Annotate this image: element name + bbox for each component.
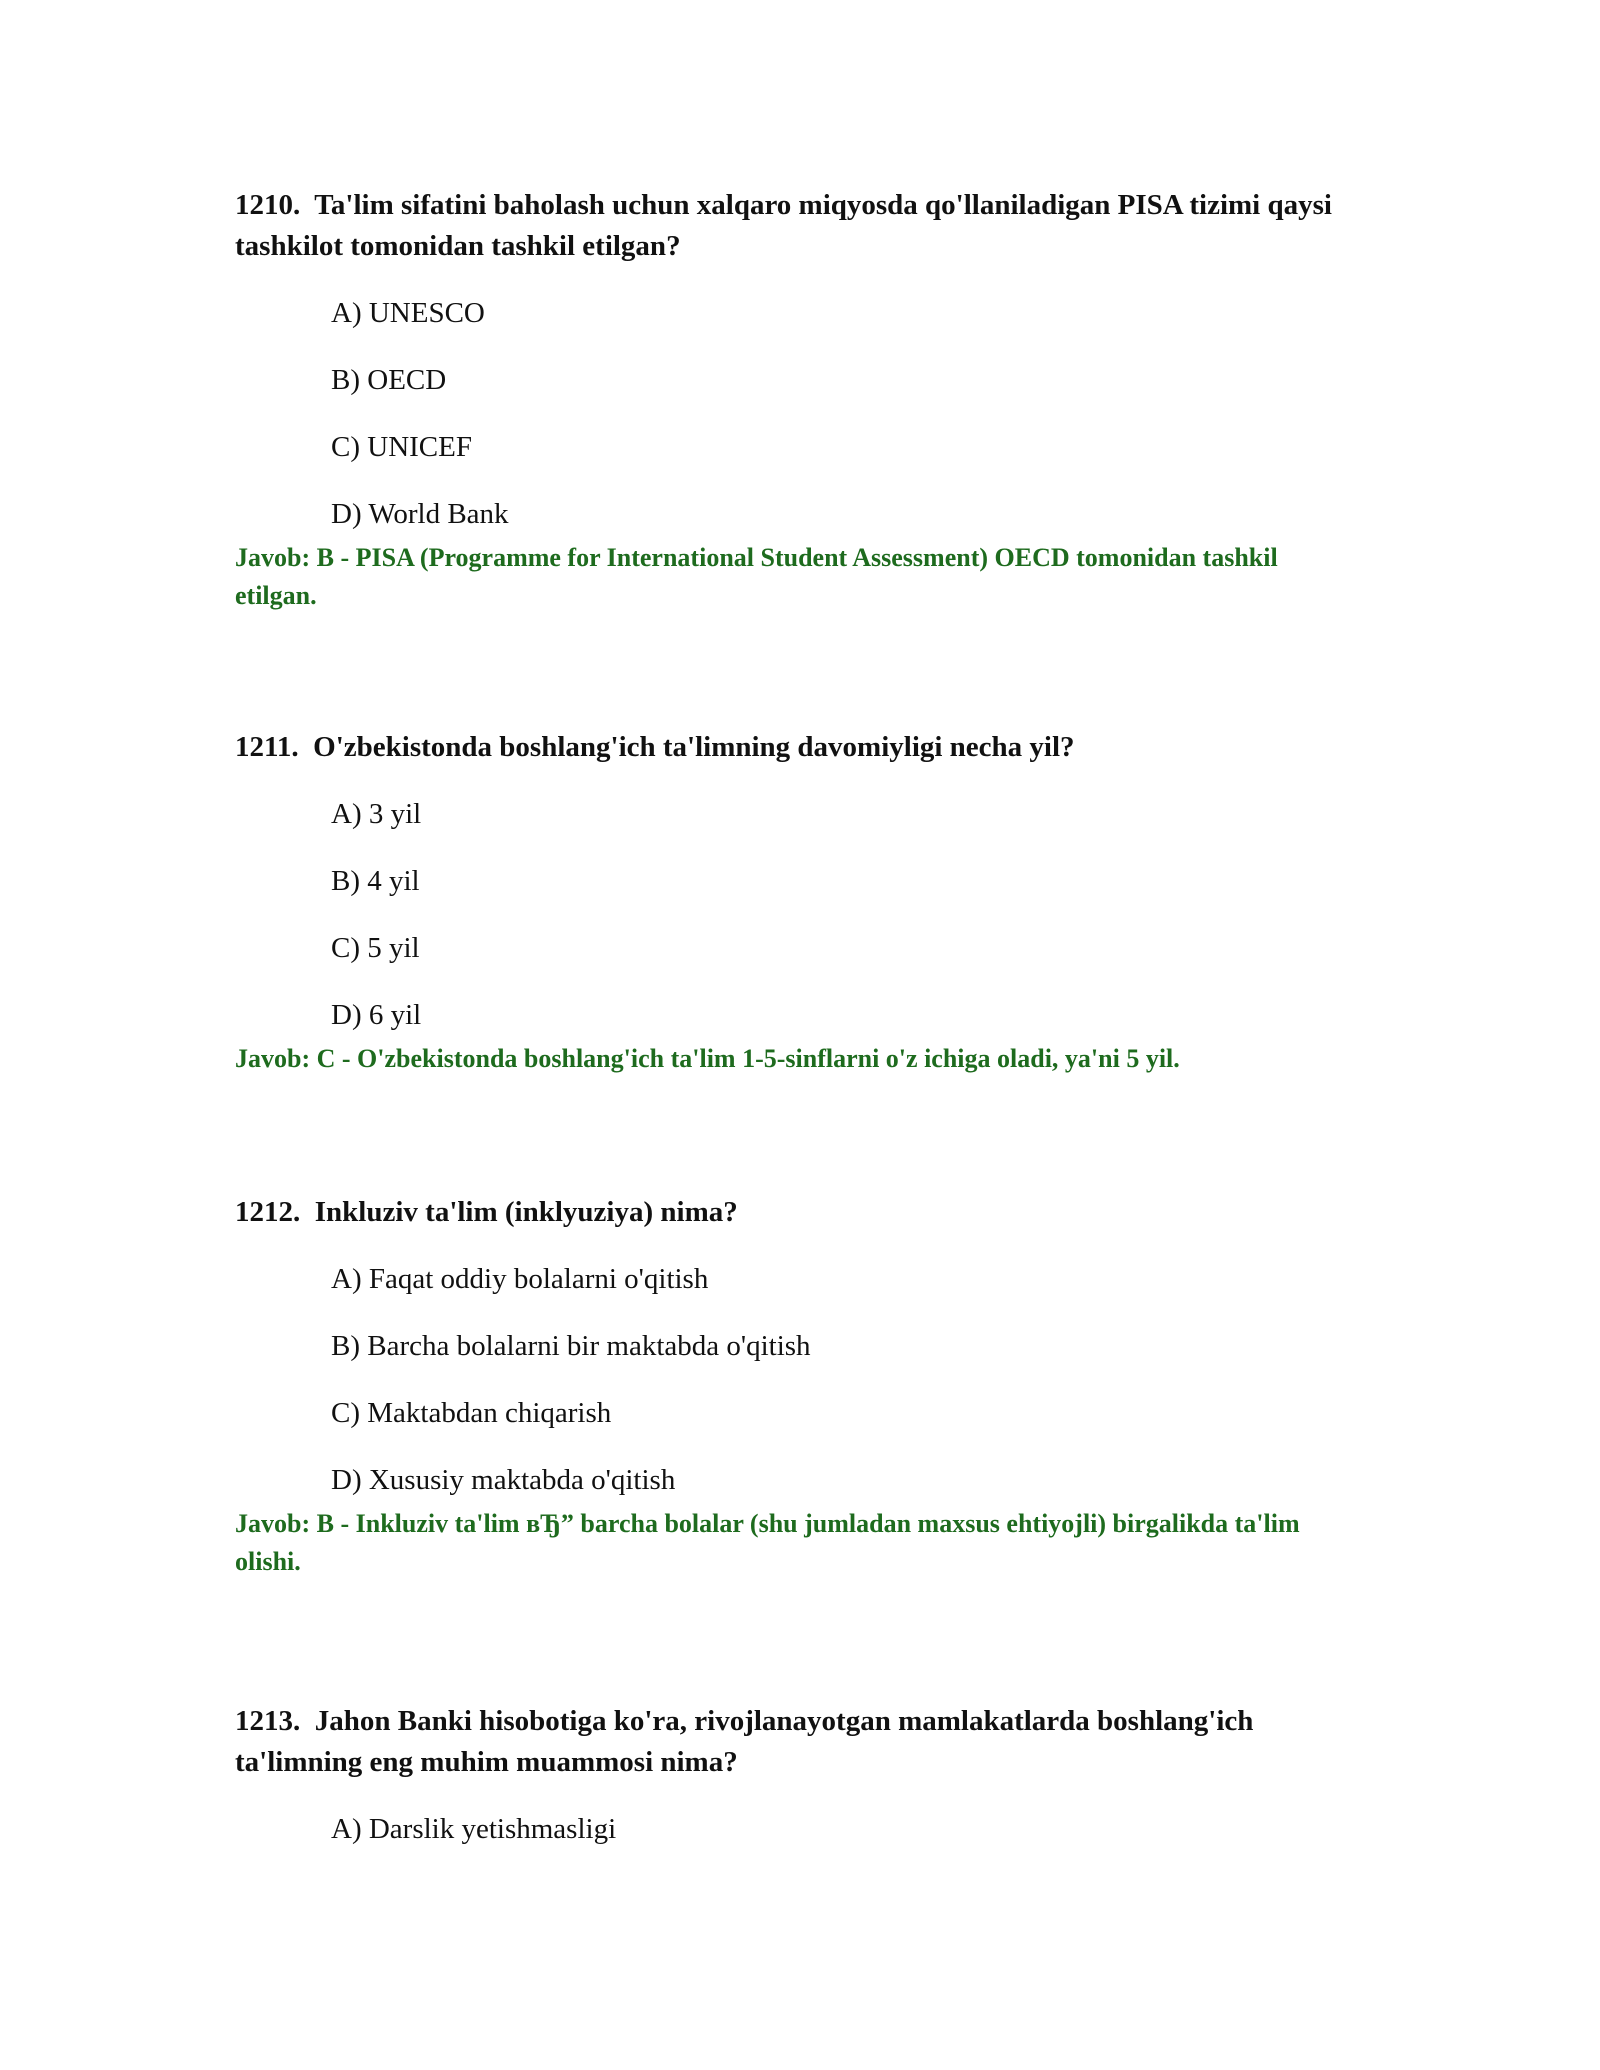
question-1212 xyxy=(235,1192,1365,1581)
option-c: C) 5 yil xyxy=(331,932,420,964)
question-number: 1211. xyxy=(235,731,299,763)
question-number: 1213. xyxy=(235,1705,301,1737)
question-number: 1212. xyxy=(235,1196,301,1228)
option-list xyxy=(235,1259,1365,1505)
option-d: D) 6 yil xyxy=(331,999,422,1031)
option-a: A) 3 yil xyxy=(331,798,422,830)
question-1213 xyxy=(235,1701,1365,1876)
option-list xyxy=(235,794,1365,1040)
question-1210 xyxy=(235,185,1365,615)
answer-text: Javob: C - O'zbekistonda boshlang'ich ta'lim 1-5-sinflarni o'z ichiga oladi, ya'ni 5 yil. xyxy=(235,1044,1180,1073)
option-c: C) UNICEF xyxy=(331,431,472,463)
option-a: A) Faqat oddiy bolalarni o'qitish xyxy=(331,1263,709,1295)
option-b: B) OECD xyxy=(331,364,447,396)
option-a: A) UNESCO xyxy=(331,297,485,329)
option-d: D) World Bank xyxy=(331,498,509,530)
option-d: D) Xususiy maktabda o'qitish xyxy=(331,1464,676,1496)
option-b: B) 4 yil xyxy=(331,865,420,897)
question-number: 1210. xyxy=(235,189,301,221)
option-c: C) Maktabdan chiqarish xyxy=(331,1397,612,1429)
question-text xyxy=(235,1701,1365,1783)
option-list xyxy=(235,293,1365,539)
option-list xyxy=(235,1809,1365,1876)
question-1211 xyxy=(235,727,1365,1078)
option-b: B) Barcha bolalarni bir maktabda o'qitish xyxy=(331,1330,811,1362)
question-body: Jahon Banki hisobotiga ko'ra, rivojlanayotgan mamlakatlarda boshlang'ich ta'limning eng muhim muammosi nima? xyxy=(235,1705,1254,1778)
question-body: O'zbekistonda boshlang'ich ta'limning davomiyligi necha yil? xyxy=(313,731,1075,763)
question-body: Ta'lim sifatini baholash uchun xalqaro miqyosda qo'llaniladigan PISA tizimi qaysi tashkilot tomonidan tashkil etilgan? xyxy=(235,189,1332,262)
answer-text: Javob: B - PISA (Programme for International Student Assessment) OECD tomonidan tashkil etilgan. xyxy=(235,543,1278,610)
option-a: A) Darslik yetishmasligi xyxy=(331,1813,617,1845)
question-body: Inkluziv ta'lim (inklyuziya) nima? xyxy=(314,1196,738,1228)
answer-text: Javob: B - Inkluziv ta'lim вЂ” barcha bolalar (shu jumladan maxsus ehtiyojli) birgalikda ta'lim olishi. xyxy=(235,1509,1300,1576)
question-text xyxy=(235,185,1365,267)
question-text xyxy=(235,1192,1365,1233)
question-text xyxy=(235,727,1365,768)
